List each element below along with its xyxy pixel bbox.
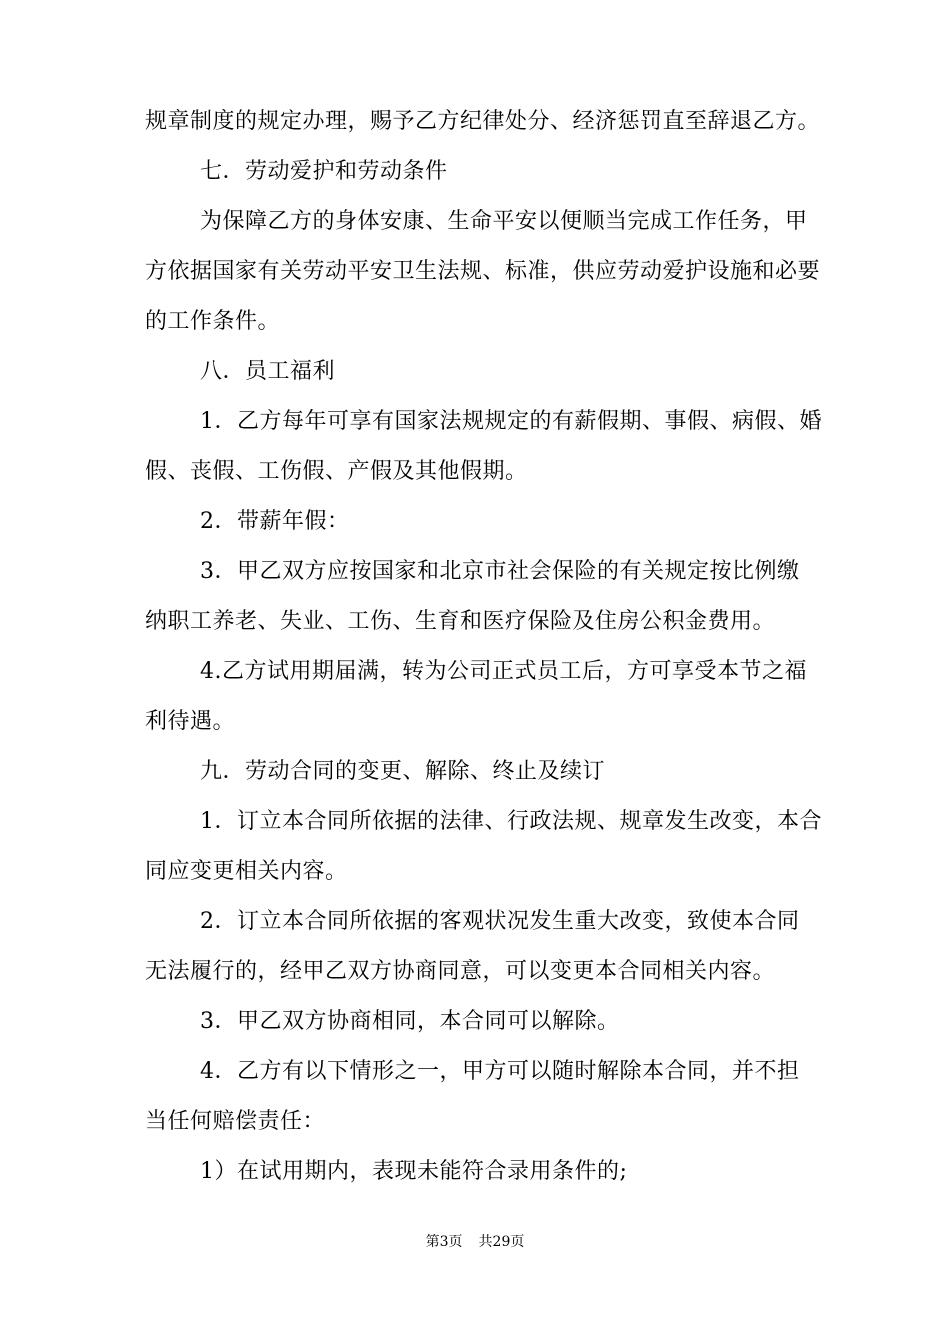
paragraph-line: 4.乙方试用期届满，转为公司正式员工后，方可享受本节之福: [200, 659, 807, 684]
paragraph-line: 2．订立本合同所依据的客观状况发生重大改变，致使本合同: [200, 909, 800, 934]
total-pages: 共29页: [478, 1234, 525, 1250]
page-footer: [0, 1232, 950, 1252]
paragraph-line: 方依据国家有关劳动平安卫生法规、标准，供应劳动爱护设施和必要: [145, 259, 821, 284]
paragraph-line: 1．乙方每年可享有国家法规规定的有薪假期、事假、病假、婚: [200, 409, 822, 434]
section-heading-7: 七．劳动爱护和劳动条件: [200, 159, 448, 184]
paragraph-line: 当任何赔偿责任：: [145, 1109, 326, 1134]
section-heading-8: 八．员工福利: [200, 359, 336, 384]
paragraph-line: 为保障乙方的身体安康、生命平安以便顺当完成工作任务，甲: [200, 209, 808, 234]
paragraph-line: 2．带薪年假：: [200, 509, 350, 534]
paragraph-line: 1）在试用期内，表现未能符合录用条件的;: [200, 1159, 628, 1184]
paragraph-line: 4．乙方有以下情形之一，甲方可以随时解除本合同，并不担: [200, 1059, 800, 1084]
paragraph-line: 无法履行的，经甲乙双方协商同意，可以变更本合同相关内容。: [145, 959, 776, 984]
paragraph-line: 3．甲乙双方应按国家和北京市社会保险的有关规定按比例缴: [200, 559, 800, 584]
paragraph-line: 假、丧假、工伤假、产假及其他假期。: [145, 459, 528, 484]
section-heading-9: 九．劳动合同的变更、解除、终止及续订: [200, 759, 606, 784]
paragraph-line: 利待遇。: [145, 709, 236, 734]
paragraph-line: 同应变更相关内容。: [145, 859, 348, 884]
paragraph-line: 纳职工养老、失业、工伤、生育和医疗保险及住房公积金费用。: [145, 609, 776, 634]
paragraph-line: 1．订立本合同所依据的法律、行政法规、规章发生改变，本合: [200, 809, 822, 834]
paragraph-line: 的工作条件。: [145, 309, 281, 334]
paragraph-line: 3．甲乙双方协商相同，本合同可以解除。: [200, 1009, 620, 1034]
paragraph-line: 规章制度的规定办理，赐予乙方纪律处分、经济惩罚直至辞退乙方。: [145, 109, 821, 134]
current-page-number: 第3页: [425, 1234, 463, 1250]
